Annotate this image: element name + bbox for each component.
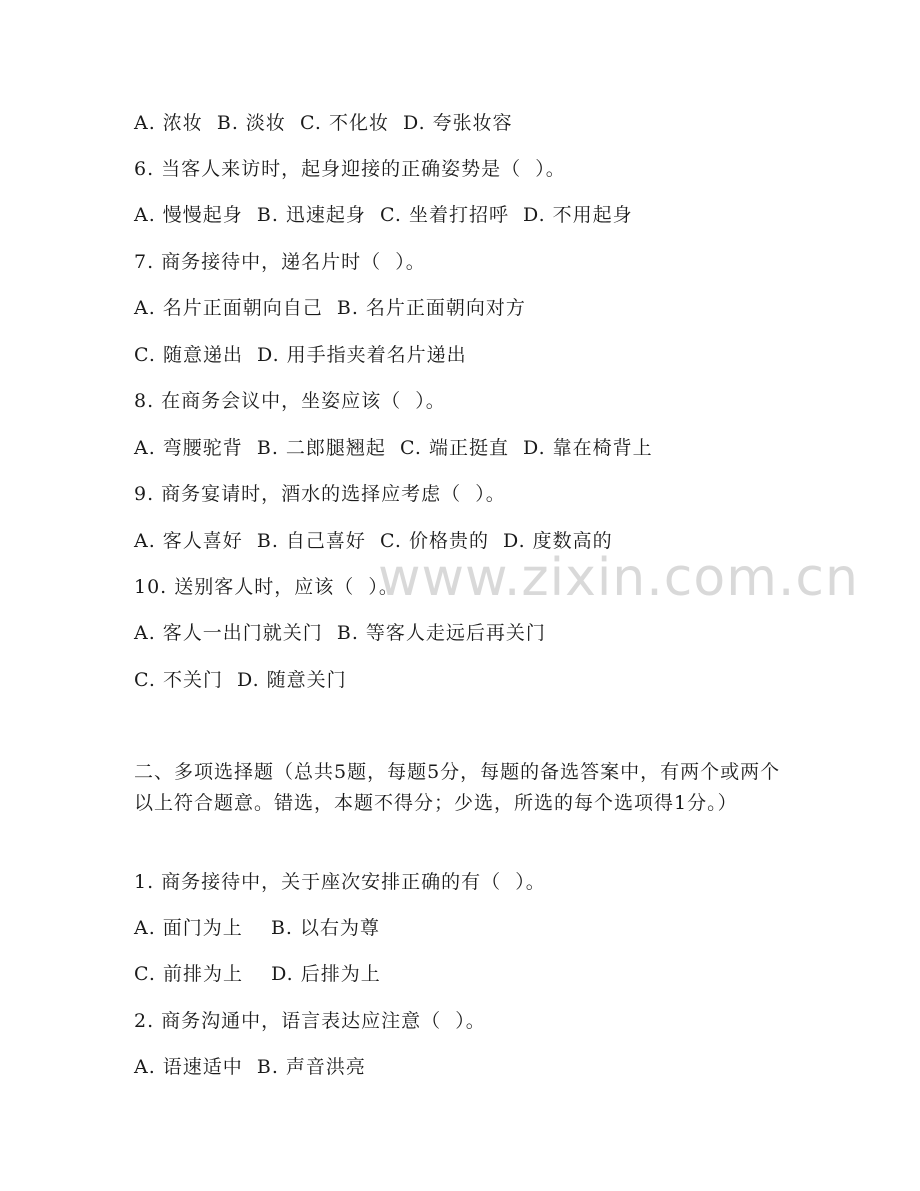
watermark-text: www.zixin.com.cn — [378, 548, 859, 608]
options-q7-cd: C. 随意递出 D. 用手指夹着名片递出 — [134, 344, 467, 366]
s2-question-2: 2. 商务沟通中，语言表达应注意（ ）。 — [134, 1010, 486, 1032]
question-9: 9. 商务宴请时，酒水的选择应考虑（ ）。 — [134, 483, 506, 505]
question-10: 10. 送别客人时，应该（ ）。 — [134, 576, 399, 598]
options-q5: A. 浓妆 B. 淡妆 C. 不化妆 D. 夸张妆容 — [134, 112, 513, 134]
question-6: 6. 当客人来访时，起身迎接的正确姿势是（ ）。 — [134, 158, 566, 180]
options-q10-cd: C. 不关门 D. 随意关门 — [134, 669, 347, 691]
options-q6: A. 慢慢起身 B. 迅速起身 C. 坐着打招呼 D. 不用起身 — [134, 204, 633, 226]
options-q7-ab: A. 名片正面朝向自己 B. 名片正面朝向对方 — [134, 297, 526, 319]
s2-options-q1-ab: A. 面门为上 B. 以右为尊 — [134, 917, 381, 939]
question-7: 7. 商务接待中，递名片时（ ）。 — [134, 251, 426, 273]
section-heading-multiple-choice: 二、多项选择题（总共5题，每题5分，每题的备选答案中，有两个或两个以上符合题意。错选，本题不得分；少选，所选的每个选项得1分。） — [134, 761, 781, 814]
options-q10-ab: A. 客人一出门就关门 B. 等客人走远后再关门 — [134, 622, 546, 644]
question-8: 8. 在商务会议中，坐姿应该（ ）。 — [134, 390, 446, 412]
s2-question-1: 1. 商务接待中，关于座次安排正确的有（ ）。 — [134, 871, 546, 893]
s2-options-q2-ab: A. 语速适中 B. 声音洪亮 — [134, 1056, 366, 1078]
options-q8: A. 弯腰驼背 B. 二郎腿翘起 C. 端正挺直 D. 靠在椅背上 — [134, 437, 653, 459]
options-q9: A. 客人喜好 B. 自己喜好 C. 价格贵的 D. 度数高的 — [134, 530, 613, 552]
s2-options-q1-cd: C. 前排为上 D. 后排为上 — [134, 963, 381, 985]
